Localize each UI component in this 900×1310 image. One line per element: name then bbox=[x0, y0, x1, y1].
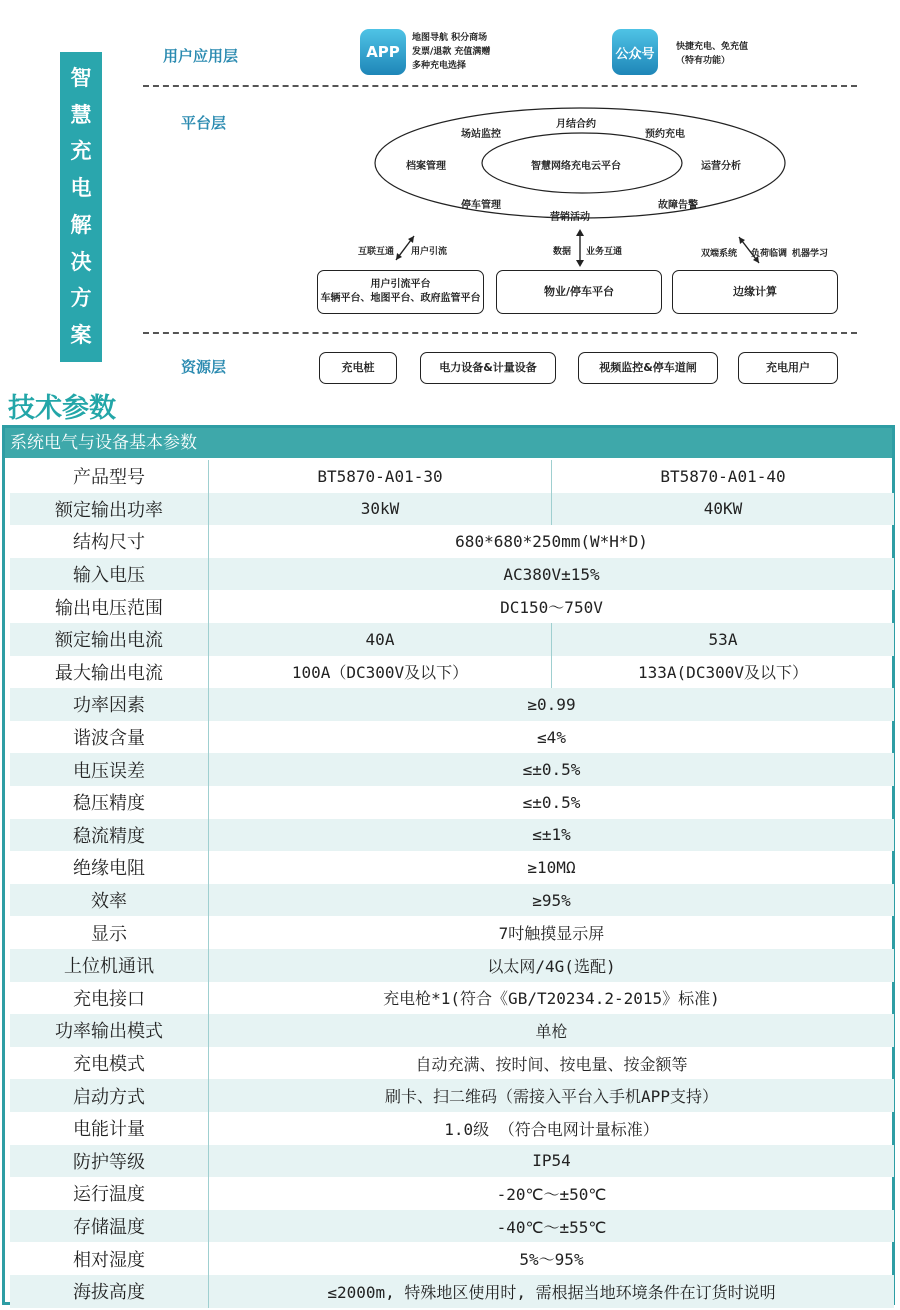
param-label: 相对湿度 bbox=[10, 1242, 209, 1275]
param-value: ≤2000m, 特殊地区使用时, 需根据当地环境条件在订货时说明 bbox=[327, 1282, 776, 1302]
param-label: 电能计量 bbox=[10, 1112, 209, 1145]
link-label: 机器学习 bbox=[792, 249, 829, 259]
layer-divider bbox=[143, 85, 857, 87]
ring-item: 运营分析 bbox=[701, 161, 741, 172]
banner-char: 智 bbox=[70, 65, 92, 90]
param-value: DC150～750V bbox=[500, 598, 603, 618]
table-row bbox=[10, 1047, 894, 1080]
table-row bbox=[10, 1014, 894, 1047]
table-row bbox=[10, 1079, 894, 1112]
param-label: 产品型号 bbox=[10, 460, 209, 493]
param-value: ≥95% bbox=[532, 890, 571, 910]
param-value: -20℃～±50℃ bbox=[496, 1184, 607, 1204]
ring-item: 预约充电 bbox=[645, 129, 685, 140]
param-label: 充电模式 bbox=[10, 1047, 209, 1080]
table-row bbox=[10, 1242, 894, 1275]
param-label: 功率输出模式 bbox=[10, 1014, 209, 1047]
param-label: 结构尺寸 bbox=[10, 525, 209, 558]
user-layer-label: 用户应用层 bbox=[163, 47, 239, 65]
platform-layer-label: 平台层 bbox=[181, 114, 227, 132]
app-feature: 地图导航 积分商场 bbox=[412, 33, 488, 43]
edge-computing-box: 边缘计算 bbox=[672, 270, 838, 314]
param-value: ≤±0.5% bbox=[522, 760, 581, 780]
solution-banner bbox=[60, 52, 102, 362]
ring-item: 故障告警 bbox=[658, 200, 698, 211]
link-label: 负荷临调 bbox=[751, 249, 788, 259]
banner-char: 解 bbox=[70, 212, 92, 237]
param-value: 5%～95% bbox=[519, 1250, 584, 1270]
table-header: 系统电气与设备基本参数 bbox=[5, 428, 892, 458]
table-row bbox=[10, 1275, 894, 1308]
param-value: -40℃～±55℃ bbox=[496, 1217, 607, 1237]
param-label: 功率因素 bbox=[10, 688, 209, 721]
property-parking-platform-box: 物业/停车平台 bbox=[496, 270, 662, 314]
param-value-model-30: BT5870-A01-30 bbox=[209, 460, 552, 493]
param-value: 充电枪*1(符合《GB/T20234.2-2015》标准) bbox=[383, 989, 720, 1009]
param-label: 绝缘电阻 bbox=[10, 851, 209, 884]
resource-box: 充电用户 bbox=[738, 352, 838, 384]
banner-char: 充 bbox=[70, 139, 92, 164]
param-label: 存储温度 bbox=[10, 1210, 209, 1243]
wechat-feature: 快捷充电、免充值 bbox=[676, 42, 749, 52]
table-row bbox=[10, 1210, 894, 1243]
param-value: 单枪 bbox=[535, 1021, 568, 1041]
banner-char: 案 bbox=[70, 323, 92, 348]
user-traffic-platform-box bbox=[317, 270, 484, 314]
param-value: ≥0.99 bbox=[527, 694, 576, 714]
param-value-model-30: 100A（DC300V及以下） bbox=[209, 656, 552, 689]
param-value: 以太网/4G(选配) bbox=[487, 956, 616, 976]
wechat-official-account-icon: 公众号 bbox=[612, 29, 658, 75]
table-row bbox=[10, 949, 894, 982]
table-row bbox=[10, 851, 894, 884]
param-value-model-40: BT5870-A01-40 bbox=[660, 466, 786, 486]
table-row bbox=[10, 688, 894, 721]
param-value: 刷卡、扫二维码（需接入平台入手机APP支持） bbox=[385, 1087, 718, 1107]
table-row bbox=[10, 656, 894, 689]
param-value: ≤±0.5% bbox=[522, 792, 581, 812]
banner-char: 电 bbox=[70, 176, 92, 201]
table-row bbox=[10, 753, 894, 786]
param-label: 防护等级 bbox=[10, 1145, 209, 1178]
architecture-diagram bbox=[0, 0, 900, 390]
app-feature: 多种充电选择 bbox=[412, 61, 467, 71]
link-label: 互联互通 bbox=[358, 247, 395, 257]
param-value: 7吋触摸显示屏 bbox=[498, 924, 605, 944]
wechat-feature: （特有功能） bbox=[676, 56, 731, 66]
banner-char: 决 bbox=[70, 249, 92, 274]
table-row bbox=[10, 786, 894, 819]
cloud-platform-center: 智慧网络充电云平台 bbox=[531, 161, 621, 172]
resource-box: 充电桩 bbox=[319, 352, 397, 384]
table-row bbox=[10, 460, 894, 493]
app-feature: 发票/退款 充值满赠 bbox=[412, 47, 491, 57]
table-row bbox=[10, 721, 894, 754]
param-label: 额定输出电流 bbox=[10, 623, 209, 656]
banner-char: 慧 bbox=[70, 102, 92, 127]
param-label: 稳流精度 bbox=[10, 819, 209, 852]
table-row bbox=[10, 884, 894, 917]
param-label: 最大输出电流 bbox=[10, 656, 209, 689]
param-value: ≥10MΩ bbox=[527, 857, 576, 877]
param-value-model-40: 40KW bbox=[703, 499, 743, 519]
param-label: 输入电压 bbox=[10, 558, 209, 591]
box-line: 车辆平台、地图平台、政府监管平台 bbox=[320, 293, 481, 304]
param-label: 运行温度 bbox=[10, 1177, 209, 1210]
param-value-model-40: 133A(DC300V及以下） bbox=[638, 663, 808, 683]
param-value: AC380V±15% bbox=[503, 564, 600, 584]
param-value-model-40: 53A bbox=[708, 629, 738, 649]
table-row bbox=[10, 493, 894, 526]
param-value-model-30: 40A bbox=[209, 623, 552, 656]
param-value: 1.0级 （符合电网计量标准） bbox=[444, 1119, 659, 1139]
resource-box: 电力设备&计量设备 bbox=[420, 352, 556, 384]
param-label: 额定输出功率 bbox=[10, 493, 209, 526]
table-row bbox=[10, 1112, 894, 1145]
table-row bbox=[10, 1177, 894, 1210]
ring-item: 月结合约 bbox=[556, 119, 596, 130]
param-label: 显示 bbox=[10, 916, 209, 949]
link-label: 双端系统 bbox=[701, 249, 738, 259]
link-label: 业务互通 bbox=[586, 247, 623, 257]
table-row bbox=[10, 623, 894, 656]
table-row bbox=[10, 525, 894, 558]
app-features bbox=[412, 31, 490, 73]
param-label: 充电接口 bbox=[10, 982, 209, 1015]
table-row bbox=[10, 982, 894, 1015]
ring-item: 档案管理 bbox=[406, 161, 446, 172]
table-row bbox=[10, 819, 894, 852]
link-label: 用户引流 bbox=[411, 247, 448, 257]
resource-box: 视频监控&停车道闸 bbox=[578, 352, 718, 384]
param-value: ≤±1% bbox=[532, 825, 571, 845]
section-title: 技术参数 bbox=[8, 393, 116, 424]
param-label: 谐波含量 bbox=[10, 721, 209, 754]
param-label: 海拔高度 bbox=[10, 1275, 209, 1308]
banner-char: 方 bbox=[70, 286, 92, 311]
wechat-features bbox=[676, 40, 748, 68]
param-label: 稳压精度 bbox=[10, 786, 209, 819]
ring-item: 停车管理 bbox=[461, 200, 501, 211]
ring-item: 场站监控 bbox=[461, 129, 501, 140]
param-value-model-30: 30kW bbox=[209, 493, 552, 526]
box-line: 用户引流平台 bbox=[370, 279, 431, 290]
param-label: 效率 bbox=[10, 884, 209, 917]
param-value: 自动充满、按时间、按电量、按金额等 bbox=[415, 1054, 688, 1074]
table-row bbox=[10, 1145, 894, 1178]
table-row bbox=[10, 558, 894, 591]
param-label: 启动方式 bbox=[10, 1079, 209, 1112]
app-icon: APP bbox=[360, 29, 406, 75]
param-value: IP54 bbox=[532, 1151, 571, 1171]
layer-divider bbox=[143, 332, 857, 334]
param-label: 电压误差 bbox=[10, 753, 209, 786]
spec-table bbox=[2, 425, 895, 1305]
ring-item: 营销活动 bbox=[550, 212, 590, 223]
param-value: 680*680*250mm(W*H*D) bbox=[455, 531, 648, 551]
link-label: 数据 bbox=[553, 247, 572, 257]
param-value: ≤4% bbox=[537, 727, 566, 747]
param-label: 上位机通讯 bbox=[10, 949, 209, 982]
param-label: 输出电压范围 bbox=[10, 590, 209, 623]
table-row bbox=[10, 916, 894, 949]
table-row bbox=[10, 590, 894, 623]
resource-layer-label: 资源层 bbox=[181, 358, 227, 376]
